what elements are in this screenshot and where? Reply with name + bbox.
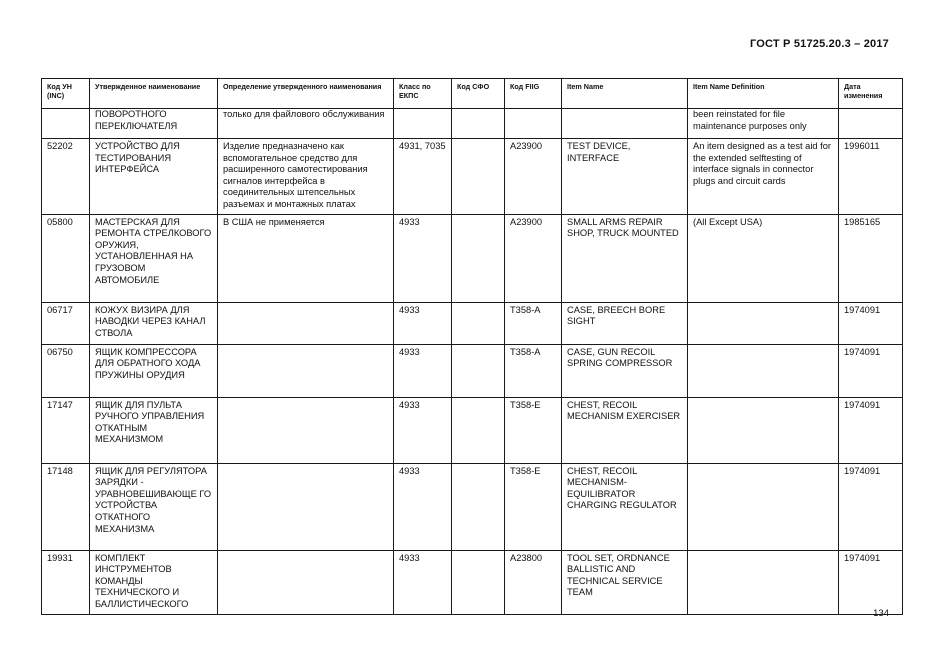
cell-approved-name: КОЖУХ ВИЗИРА ДЛЯ НАВОДКИ ЧЕРЕЗ КАНАЛ СТВОЛА	[90, 302, 218, 344]
cell-item-name: CHEST, RECOIL MECHANISM EXERCISER	[562, 397, 688, 463]
cell-class: 4933	[394, 550, 452, 614]
cell-sfo	[452, 139, 505, 215]
page-number: 134	[873, 608, 889, 619]
cell-date: 1974091	[839, 302, 903, 344]
approved-names-table	[41, 78, 903, 615]
cell-class: 4933	[394, 302, 452, 344]
cell-definition: только для файлового обслуживания	[218, 109, 394, 139]
cell-definition	[218, 302, 394, 344]
cell-sfo	[452, 214, 505, 302]
cell-date	[839, 109, 903, 139]
cell-item-name-definition: been reinstated for file maintenance purposes only	[688, 109, 839, 139]
cell-item-name-definition: (All Except USA)	[688, 214, 839, 302]
col-header-item-name: Item Name	[562, 79, 688, 109]
cell-approved-name: УСТРОЙСТВО ДЛЯ ТЕСТИРОВАНИЯ ИНТЕРФЕЙСА	[90, 139, 218, 215]
col-header-inc: Код УН (INC)	[42, 79, 90, 109]
cell-class: 4933	[394, 397, 452, 463]
cell-approved-name: МАСТЕРСКАЯ ДЛЯ РЕМОНТА СТРЕЛКОВОГО ОРУЖИЯ, УСТАНОВЛЕННАЯ НА ГРУЗОВОМ АВТОМОБИЛЕ	[90, 214, 218, 302]
cell-item-name-definition	[688, 397, 839, 463]
cell-item-name	[562, 109, 688, 139]
cell-fiig: T358-A	[505, 302, 562, 344]
cell-item-name: CHEST, RECOIL MECHANISM-EQUILIBRATOR CHARGING REGULATOR	[562, 463, 688, 550]
cell-fiig: A23800	[505, 550, 562, 614]
cell-definition: В США не применяется	[218, 214, 394, 302]
cell-item-name: CASE, BREECH BORE SIGHT	[562, 302, 688, 344]
cell-definition	[218, 463, 394, 550]
cell-date: 1985165	[839, 214, 903, 302]
cell-inc: 17147	[42, 397, 90, 463]
col-header-approved-name: Утвержденное наименование	[90, 79, 218, 109]
cell-inc: 19931	[42, 550, 90, 614]
cell-inc: 06717	[42, 302, 90, 344]
cell-item-name-definition	[688, 302, 839, 344]
cell-class: 4933	[394, 344, 452, 397]
cell-item-name-definition	[688, 463, 839, 550]
cell-date: 1996011	[839, 139, 903, 215]
cell-sfo	[452, 550, 505, 614]
cell-item-name-definition	[688, 344, 839, 397]
cell-approved-name: КОМПЛЕКТ ИНСТРУМЕНТОВ КОМАНДЫ ТЕХНИЧЕСКОГО И БАЛЛИСТИЧЕСКОГО	[90, 550, 218, 614]
cell-approved-name: ЯЩИК КОМПРЕССОРА ДЛЯ ОБРАТНОГО ХОДА ПРУЖИНЫ ОРУДИЯ	[90, 344, 218, 397]
cell-date: 1974091	[839, 550, 903, 614]
cell-fiig: A23900	[505, 139, 562, 215]
cell-fiig	[505, 109, 562, 139]
cell-inc: 06750	[42, 344, 90, 397]
cell-date: 1974091	[839, 344, 903, 397]
cell-inc: 52202	[42, 139, 90, 215]
cell-fiig: T358-A	[505, 344, 562, 397]
cell-approved-name: ПОВОРОТНОГО ПЕРЕКЛЮЧАТЕЛЯ	[90, 109, 218, 139]
cell-sfo	[452, 302, 505, 344]
col-header-item-name-definition: Item Name Definition	[688, 79, 839, 109]
cell-item-name-definition	[688, 550, 839, 614]
cell-date: 1974091	[839, 463, 903, 550]
cell-definition	[218, 344, 394, 397]
table-row	[42, 550, 903, 614]
cell-approved-name: ЯЩИК ДЛЯ ПУЛЬТА РУЧНОГО УПРАВЛЕНИЯ ОТКАТНЫМ МЕХАНИЗМОМ	[90, 397, 218, 463]
col-header-fiig: Код FIIG	[505, 79, 562, 109]
cell-item-name: TEST DEVICE, INTERFACE	[562, 139, 688, 215]
col-header-class: Класс по ЕКПС	[394, 79, 452, 109]
cell-date: 1974091	[839, 397, 903, 463]
cell-sfo	[452, 463, 505, 550]
table-row	[42, 463, 903, 550]
col-header-sfo: Код СФО	[452, 79, 505, 109]
table-row	[42, 139, 903, 215]
cell-fiig: A23900	[505, 214, 562, 302]
cell-class: 4933	[394, 463, 452, 550]
table-row	[42, 397, 903, 463]
cell-sfo	[452, 109, 505, 139]
cell-sfo	[452, 344, 505, 397]
document-title: ГОСТ Р 51725.20.3 – 2017	[749, 38, 889, 50]
table-row	[42, 109, 903, 139]
cell-class: 4933	[394, 214, 452, 302]
cell-inc: 17148	[42, 463, 90, 550]
cell-item-name-definition: An item designed as a test aid for the extended selftesting of interface signals in connector plugs and circuit cards	[688, 139, 839, 215]
cell-item-name: TOOL SET, ORDNANCE BALLISTIC AND TECHNICAL SERVICE TEAM	[562, 550, 688, 614]
cell-inc: 05800	[42, 214, 90, 302]
cell-fiig: T358-E	[505, 397, 562, 463]
table-header-row	[42, 79, 903, 109]
cell-item-name: SMALL ARMS REPAIR SHOP, TRUCK MOUNTED	[562, 214, 688, 302]
table-row	[42, 302, 903, 344]
cell-class: 4931, 7035	[394, 139, 452, 215]
cell-definition: Изделие предназначено как вспомогательное средство для расширенного самотестирования сигналов интерфейса в соединительных штепсельных разъемах и монтажных платах	[218, 139, 394, 215]
cell-sfo	[452, 397, 505, 463]
table-row	[42, 214, 903, 302]
cell-definition	[218, 397, 394, 463]
col-header-definition: Определение утвержденного наименования	[218, 79, 394, 109]
cell-fiig: T358-E	[505, 463, 562, 550]
cell-inc	[42, 109, 90, 139]
cell-approved-name: ЯЩИК ДЛЯ РЕГУЛЯТОРА ЗАРЯДКИ - УРАВНОВЕШИВАЮЩЕ ГО УСТРОЙСТВА ОТКАТНОГО МЕХАНИЗМА	[90, 463, 218, 550]
cell-item-name: CASE, GUN RECOIL SPRING COMPRESSOR	[562, 344, 688, 397]
cell-class	[394, 109, 452, 139]
col-header-date: Дата изменения	[839, 79, 903, 109]
table-row	[42, 344, 903, 397]
cell-definition	[218, 550, 394, 614]
